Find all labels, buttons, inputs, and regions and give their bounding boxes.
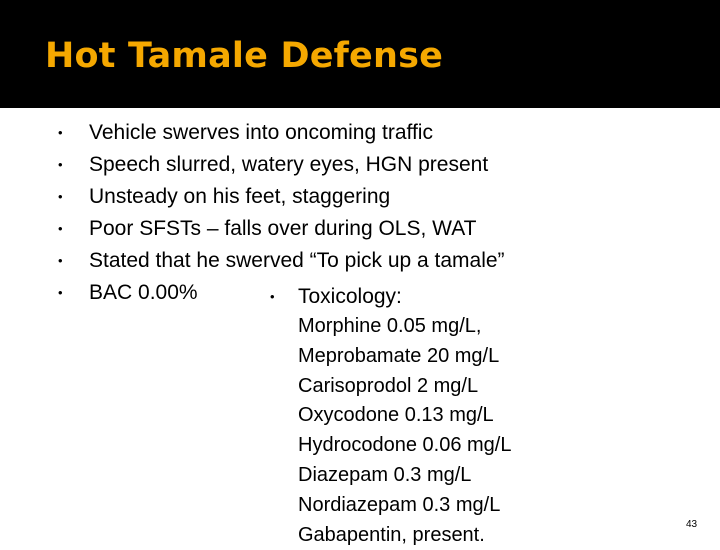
bullet-icon: •: [58, 221, 63, 236]
toxicology-item: Oxycodone 0.13 mg/L: [298, 404, 494, 427]
toxicology-item: Carisoprodol 2 mg/L: [298, 374, 479, 397]
bullet-text: Unsteady on his feet, staggering: [89, 185, 391, 208]
toxicology-item: Diazepam 0.3 mg/L: [298, 463, 472, 486]
bullet-icon: •: [270, 289, 275, 304]
bullet-text: Poor SFSTs – falls over during OLS, WAT: [89, 217, 477, 240]
bullet-text: Stated that he swerved “To pick up a tamale”: [89, 249, 505, 272]
bullet-icon: •: [58, 189, 63, 204]
toxicology-item: Morphine 0.05 mg/L,: [298, 315, 482, 337]
toxicology-item: Hydrocodone 0.06 mg/L: [298, 434, 512, 457]
page-number: 43: [686, 519, 698, 530]
slide-title: Hot Tamale Defense: [45, 36, 444, 76]
toxicology-list: [298, 312, 511, 550]
bullet-text: Vehicle swerves into oncoming traffic: [89, 121, 433, 144]
bullet-text: BAC 0.00%: [89, 281, 198, 304]
toxicology-heading: Toxicology:: [298, 285, 402, 308]
bullet-icon: •: [58, 157, 63, 172]
bullet-icon: •: [58, 285, 63, 300]
bullet-icon: •: [58, 253, 63, 268]
bullet-text: Speech slurred, watery eyes, HGN present: [89, 153, 489, 176]
toxicology-item: Nordiazepam 0.3 mg/L: [298, 493, 501, 516]
toxicology-item: Meprobamate 20 mg/L: [298, 344, 500, 367]
title-bar: [0, 0, 720, 108]
toxicology-item: Gabapentin, present.: [298, 523, 485, 546]
bullet-icon: •: [58, 125, 63, 140]
